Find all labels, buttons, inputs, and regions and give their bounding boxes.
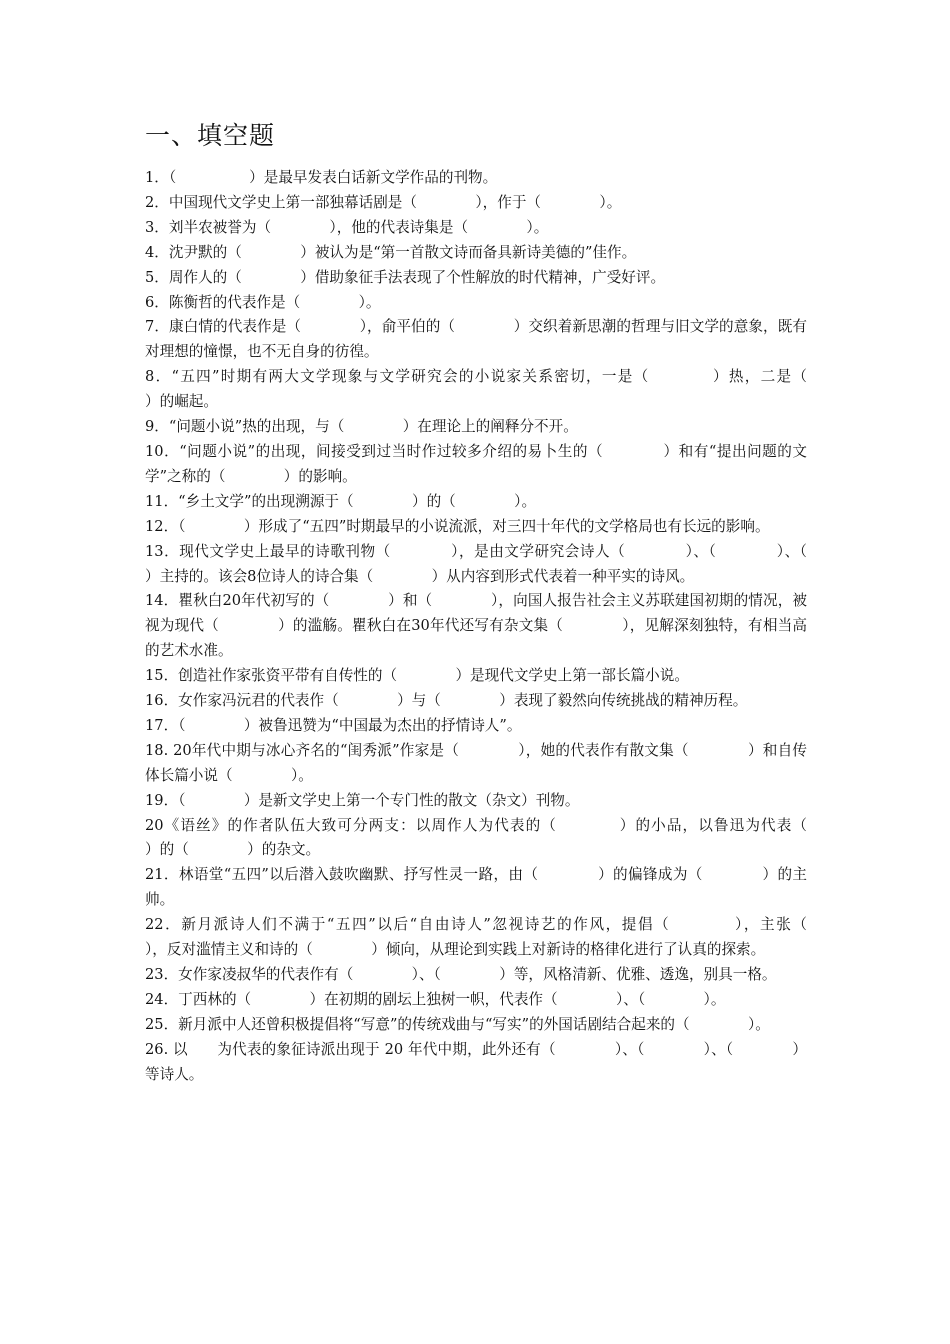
question-item-19: 19．（ ）是新文学史上第一个专门性的散文（杂文）刊物。 <box>145 791 580 809</box>
question-item-14: 14．瞿秋白20年代初写的（ ）和（ ），向国人报告社会主义苏联建国初期的情况，被视为现代（ ）的滥觞。瞿秋白在30年代还写有杂文集（ ），见解深刻独特，有相当高的艺术水准。 <box>145 592 807 660</box>
question-item-23: 23．女作家凌叔华的代表作有（ ）、（ ）等，风格清新、优雅、透逸，别具一格。 <box>145 966 777 983</box>
question-item-25: 25．新月派中人还曾积极提倡将“写意”的传统戏曲与“写实”的外国话剧结合起来的（ ）。 <box>145 1015 770 1033</box>
question-item-7: 7．康白情的代表作是（ ），俞平伯的（ ）交织着新思潮的哲理与旧文学的意象，既有对理想的憧憬，也不无自身的彷徨。 <box>145 318 807 361</box>
question-item-4: 4．沈尹默的（ ）被认为是“第一首散文诗而备具新诗美德的”佳作。 <box>145 243 637 261</box>
question-item-10: 10．“问题小说”的出现，间接受到过当时作过较多介绍的易卜生的（ ）和有“提出问题的文学”之称的（ ）的影响。 <box>145 442 807 485</box>
question-item-24: 24．丁西林的（ ）在初期的剧坛上独树一帜，代表作（ ）、（ ）。 <box>145 990 726 1008</box>
question-item-3: 3．刘半农被誉为（ ），他的代表诗集是（ ）。 <box>145 218 549 236</box>
question-item-11: 11．“乡土文学”的出现溯源于（ ）的（ ）。 <box>145 492 537 510</box>
question-item-12: 12．（ ）形成了“五四”时期最早的小说流派，对三四十年代的文学格局也有长远的影响。 <box>145 517 770 535</box>
question-item-18: 18. 20年代中期与冰心齐名的“闺秀派”作家是（ ），她的代表作有散文集（ ）和自传体长篇小说（ ）。 <box>145 741 807 784</box>
question-item-21: 21．林语堂“五四”以后潜入鼓吹幽默、抒写性灵一路，由（ ）的偏锋成为（ ）的主帅。 <box>145 866 807 909</box>
question-item-22: 22．新月派诗人们不满于“五四”以后“自由诗人”忽视诗艺的作风，提倡（ ），主张（ ），反对滥情主义和诗的（ ）倾向，从理论到实践上对新诗的格律化进行了认真的探索。 <box>145 916 866 959</box>
section-title: 一、填空题 <box>145 121 276 150</box>
question-item-16: 16．女作家冯沅君的代表作（ ）与（ ）表现了毅然向传统挑战的精神历程。 <box>145 692 748 710</box>
question-item-13: 13．现代文学史上最早的诗歌刊物（ ），是由文学研究会诗人（ ）、（ ）、（ ）主持的。该会8位诗人的诗合集（ ）从内容到形式代表着一种平实的诗风。 <box>145 542 866 585</box>
question-item-8: 8．“五四”时期有两大文学现象与文学研究会的小说家关系密切，一是（ ）热，二是（ ）的崛起。 <box>145 368 866 411</box>
question-item-20: 20《语丝》的作者队伍大致可分两支：以周作人为代表的（ ）的小品，以鲁迅为代表（ ）的（ ）的杂文。 <box>145 816 866 859</box>
question-item-9: 9．“问题小说”热的出现，与（ ）在理论上的阐释分不开。 <box>145 418 578 436</box>
question-item-1: 1．（ ）是最早发表白话新文学作品的刊物。 <box>145 169 498 186</box>
question-item-17: 17．（ ）被鲁迅赞为“中国最为杰出的抒情诗人”。 <box>145 716 522 734</box>
question-item-15: 15．创造社作家张资平带有自传性的（ ）是现代文学史上第一部长篇小说。 <box>145 667 689 685</box>
question-item-26: 26. 以 为代表的象征诗派出现于 20 年代中期，此外还有（ ）、（ ）、（ ）等诗人。 <box>145 1040 807 1083</box>
question-item-6: 6．陈衡哲的代表作是（ ）。 <box>145 293 381 311</box>
question-list <box>145 166 866 1088</box>
question-item-5: 5．周作人的（ ）借助象征手法表现了个性解放的时代精神，广受好评。 <box>145 268 666 286</box>
question-item-2: 2．中国现代文学史上第一部独幕话剧是（ ），作于（ ）。 <box>145 193 622 211</box>
